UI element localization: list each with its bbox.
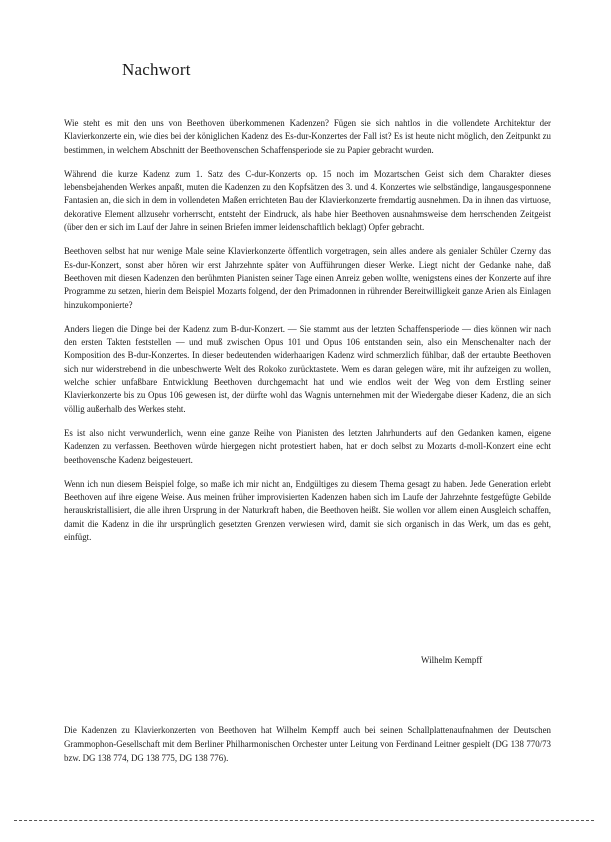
afterword-body bbox=[64, 117, 551, 555]
footnote: Die Kadenzen zu Klavierkonzerten von Beethoven hat Wilhelm Kempff auch bei seinen Schallplattenaufnahmen der Deutschen Grammophon-Gesellschaft mit dem Berliner Philharmonischen Orchester unter Leitung von Ferdinand Leitner gespielt (DG 138 770/73 bzw. DG 138 774, DG 138 775, DG 138 776). bbox=[64, 725, 551, 763]
paragraph: Es ist also nicht verwunderlich, wenn eine ganze Reihe von Pianisten des letzten Jahrhunderts auf den Gedanken kamen, eigene Kadenzen zu verfassen. Beethoven würde hiergegen nicht protestiert haben, hat er doch selbst zu Mozarts d-moll-Konzert eine echt beethovensche Kadenz beigesteuert. bbox=[64, 427, 551, 465]
paragraph: Während die kurze Kadenz zum 1. Satz des C-dur-Konzerts op. 15 noch im Mozartschen Geist sich dem Charakter dieses lebensbejahenden Werkes anpaßt, muten die Kadenzen zu den Kopfsätzen des 3. und 4. Konzertes wie selbständige, langausgesponnene Fantasien an, die sich in dem in vollendeten Maßen errichteten Bau der Klavierkonzerte fremdartig ausnehmen. Da in ihnen das virtuose, dekorative Element allzusehr vorherrscht, entsteht der Eindruck, als habe hier Beethoven ausnahmsweise dem herrschenden Zeitgeist (über den er sich im Lauf der Jahre in seinen Briefen immer leidenschaftlich beklagt) Opfer gebracht. bbox=[64, 168, 551, 233]
bottom-divider bbox=[14, 820, 594, 821]
paragraph: Anders liegen die Dinge bei der Kadenz zum B-dur-Konzert. — Sie stammt aus der letzten Schaffensperiode — dies können wir nach den ersten Takten feststellen — und muß zwischen Opus 101 und Opus 106 entstanden sein, also ein Menschenalter nach der Komposition des B-dur-Konzertes. In dieser bedeutenden widerhaarigen Kadenz wird schmerzlich fühlbar, daß der ertaubte Beethoven sich nur widerstrebend in die unbeschwerte Welt des Rokoko zurücktastete. Wem es daran gelegen wäre, mit ihr aufzeigen zu wollen, welche schier unfaßbare Entwicklung Beethoven durchgemacht hat und wie endlos weit der Weg von dem Erstling seiner Klavierkonzerte bis zu Opus 106 gewesen ist, der dürfte wohl das Wagnis unternehmen mit der Wiedergabe dieser Kadenz, die an sich völlig außerhalb des Werkes steht. bbox=[64, 323, 551, 414]
paragraph: Beethoven selbst hat nur wenige Male seine Klavierkonzerte öffentlich vorgetragen, sein alles andere als genialer Schüler Czerny das Es-dur-Konzert, sonst aber hören wir erst Jahrzehnte später von Aufführungen dieser Werke. Liegt nicht der Gedanke nahe, daß Beethoven mit diesen Kadenzen den berühmten Pianisten seiner Tage einen Anreiz geben wollte, wenigstens eines der Konzerte auf ihre Programme zu setzen, hierin dem Beispiel Mozarts folgend, der den Primadonnen in rührender Bereitwilligkeit ganze Arien als Einlagen hinzukomponierte? bbox=[64, 246, 551, 310]
paragraph: Wenn ich nun diesem Beispiel folge, so maße ich mir nicht an, Endgültiges zu diesem Thema gesagt zu haben. Jede Generation erlebt Beethoven auf ihre eigene Weise. Aus meinen früher improvisierten Kadenzen haben sich im Laufe der Jahrzehnte festgefügte Gebilde herauskristallisiert, die alle ihren Ursprung in der Naturkraft haben, die Beethoven heißt. Sie wollen vor allem einen Ausgleich schaffen, damit die Kadenz in die ihr ursprünglich gesetzten Grenzen verwiesen wird, damit sie sich organisch in das Werk, um das es geht, einfügt. bbox=[64, 478, 551, 543]
author-signature: Wilhelm Kempff bbox=[421, 655, 483, 665]
paragraph: Wie steht es mit den uns von Beethoven überkommenen Kadenzen? Fügen sie sich nahtlos in die vollendete Architektur der Klavierkonzerte ein, wie dies bei der königlichen Kadenz des Es-dur-Konzertes der Fall ist? Es ist heute nicht möglich, den Zeitpunkt zu bestimmen, in welchem Abschnitt der Beethovenschen Schaffensperiode sie zu Papier gebracht wurden. bbox=[64, 118, 551, 155]
page-title: Nachwort bbox=[122, 60, 191, 79]
